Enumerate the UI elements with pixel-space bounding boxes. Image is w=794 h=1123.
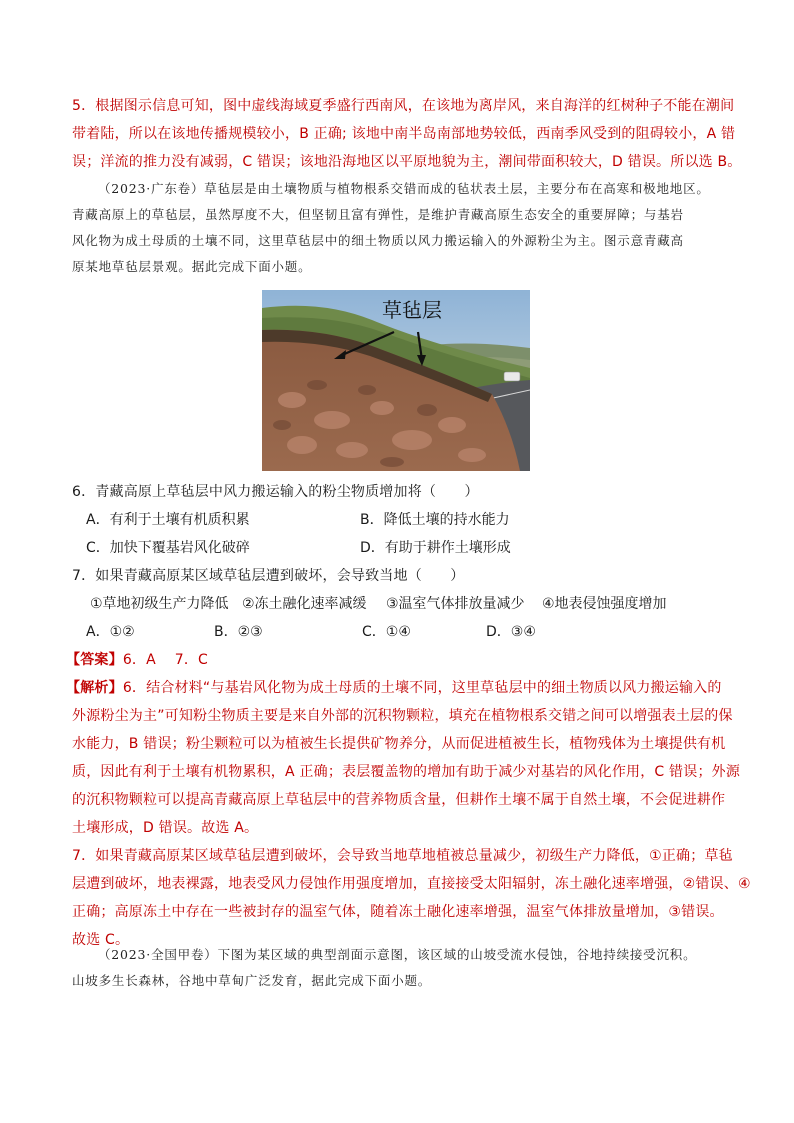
material-line: 青藏高原上的草毡层，虽然厚度不大，但坚韧且富有弹性，是维护青藏高原生态安全的重要屏障；与基岩 (72, 207, 684, 222)
statement-2: ②冻土融化速率减缓 (242, 596, 367, 612)
analysis-line: 质，因此有利于土壤有机物累积，A 正确；表层覆盖物的增加有助于减少对基岩的风化作用，C 错误；外源 (72, 764, 741, 780)
statement-3: ③温室气体排放量减少 (386, 596, 525, 612)
material-line: （2023·广东卷）草毡层是由土壤物质与植物根系交错而成的毡状表土层，主要分布在高寒和极地地区。 (98, 181, 710, 196)
analysis-7 (72, 842, 751, 954)
analysis-line: 6．结合材料“与基岩风化物为成土母质的土壤不同，这里草毡层中的细土物质以风力搬运输入的 (122, 680, 722, 696)
analysis-line: ②错误、④ (682, 876, 751, 892)
statement-4: ④地表侵蚀强度增加 (542, 596, 667, 612)
figure-label: 草毡层 (382, 298, 442, 322)
q5-analysis-line: 误；洋流的推力没有减弱，C 错误；该地沿海地区以平原地貌为主，潮间带面积较大，D 错误。所以选 B。 (72, 154, 742, 170)
material-line: 山坡多生长森林，谷地中草甸广泛发育，据此完成下面小题。 (72, 973, 432, 988)
option-c: C．加快下覆基岩风化破碎 (86, 540, 250, 556)
analysis-6 (66, 674, 741, 842)
material-line: （2023·全国甲卷）下图为某区域的典型剖面示意图，该区域的山坡受流水侵蚀，谷地持续接受沉积。 (98, 947, 697, 962)
analysis-line: 水能力，B 错误；粉尘颗粒可以为植被生长提供矿物养分，从而促进植被生长，植物残体为土壤提供有机 (72, 736, 726, 752)
q5-analysis-line: 5．根据图示信息可知，图中虚线海域夏季盛行西南风，在该地为离岸风，来自海洋的红树种子不能在潮间 (72, 98, 735, 114)
option-c: C．①④ (362, 624, 411, 640)
question-7-stem (72, 562, 732, 590)
analysis-line: 故选 C。 (72, 932, 130, 948)
question-6-stem (72, 478, 732, 506)
option-d: D．有助于耕作土壤形成 (360, 540, 511, 556)
analysis-line: ①正确；草毡 (649, 848, 733, 864)
q5-analysis-line: 带着陆，所以在该地传播规模较小，B 正确; 该地中南半岛南部地势较低，西南季风受到的阻碍较小，A 错 (72, 126, 736, 142)
option-b: B．降低土壤的持水能力 (360, 512, 510, 528)
analysis-line: 外源粉尘为主”可知粉尘物质主要是来自外部的沉积物颗粒，填充在植物根系交错之间可以增强表土层的保 (72, 708, 733, 724)
q5-analysis (72, 92, 742, 176)
question-7-text: 7．如果青藏高原某区域草毡层遭到破坏，会导致当地（ ） (72, 568, 465, 584)
answer-text: 6．A 7．C (122, 652, 209, 668)
material-line: 风化物为成土母质的土壤不同，这里草毡层中的细土物质以风力搬运输入的外源粉尘为主。图示意青藏高 (72, 233, 684, 248)
analysis-line: 的沉积物颗粒可以提高青藏高原上草毡层中的营养物质含量，但耕作土壤不属于自然土壤，不会促进耕作 (72, 792, 726, 808)
statement-1: ①草地初级生产力降低 (90, 596, 229, 612)
analysis-line: 正确；高原冻土中存在一些被封存的温室气体，随着冻土融化速率增强，温室气体排放量增加， (72, 904, 669, 920)
answer-tag: 【答案】 (66, 652, 123, 668)
material-paragraph-1 (72, 176, 732, 280)
answer-line (66, 646, 726, 674)
option-a: A．有利于土壤有机质积累 (86, 512, 250, 528)
option-d: D．③④ (486, 624, 536, 640)
question-6-text: 6．青藏高原上草毡层中风力搬运输入的粉尘物质增加将（ ） (72, 484, 479, 500)
material-paragraph-2 (72, 942, 732, 994)
analysis-line: 层遭到破坏，地表裸露，地表受风力侵蚀作用强度增加，直接接受太阳辐射，冻土融化速率增强， (72, 876, 683, 892)
analysis-tag: 【解析】 (66, 680, 123, 696)
material-line: 原某地草毡层景观。据此完成下面小题。 (72, 259, 312, 274)
analysis-line: ③错误。 (668, 904, 724, 920)
grass-felt-layer-photo (262, 290, 530, 471)
analysis-line: 土壤形成，D 错误。故选 A。 (72, 820, 259, 836)
analysis-line: 7．如果青藏高原某区域草毡层遭到破坏，会导致当地草地植被总量减少，初级生产力降低， (72, 848, 650, 864)
option-a: A．①② (86, 624, 135, 640)
option-b: B．②③ (214, 624, 263, 640)
